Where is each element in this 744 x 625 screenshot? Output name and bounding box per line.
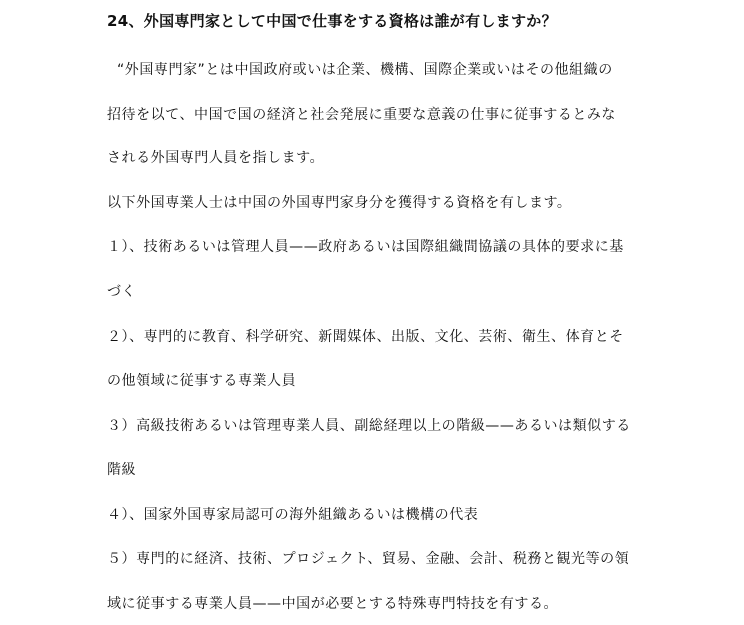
question-heading: 24、外国専門家として中国で仕事をする資格は誰が有しますか？	[107, 12, 557, 30]
paragraph-line: 以下外国専業人士は中国の外国専門家身分を獲得する資格を有します。	[107, 195, 572, 211]
paragraph-line: される外国専門人員を指します。	[107, 150, 325, 166]
list-item-line: 階級	[107, 462, 137, 478]
list-item-line: ３）高級技術あるいは管理専業人員、副総経理以上の階級——あるいは類似する	[107, 418, 631, 434]
list-item-line: づく	[107, 284, 137, 300]
list-item-line: ５）専門的に経済、技術、プロジェクト、貿易、金融、会計、税務と観光等の領	[107, 551, 630, 567]
paragraph-line: “外国専門家”とは中国政府或いは企業、機構、国際企業或いはその他組織の	[117, 62, 613, 78]
list-item-line: の他領域に従事する専業人員	[107, 373, 297, 389]
list-item-line: ４）、国家外国専家局認可の海外組織あるいは機構の代表	[107, 507, 479, 523]
list-item-line: 域に従事する専業人員——中国が必要とする特殊専門特技を有する。	[107, 596, 559, 612]
paragraph-line: 招待を以て、中国で国の経済と社会発展に重要な意義の仕事に従事するとみな	[107, 107, 616, 123]
list-item-line: １）、技術あるいは管理人員——政府あるいは国際組織間協議の具体的要求に基	[107, 239, 624, 255]
list-item-line: ２）、専門的に教育、科学研究、新聞媒体、出版、文化、芸術、衛生、体育とそ	[107, 329, 624, 345]
